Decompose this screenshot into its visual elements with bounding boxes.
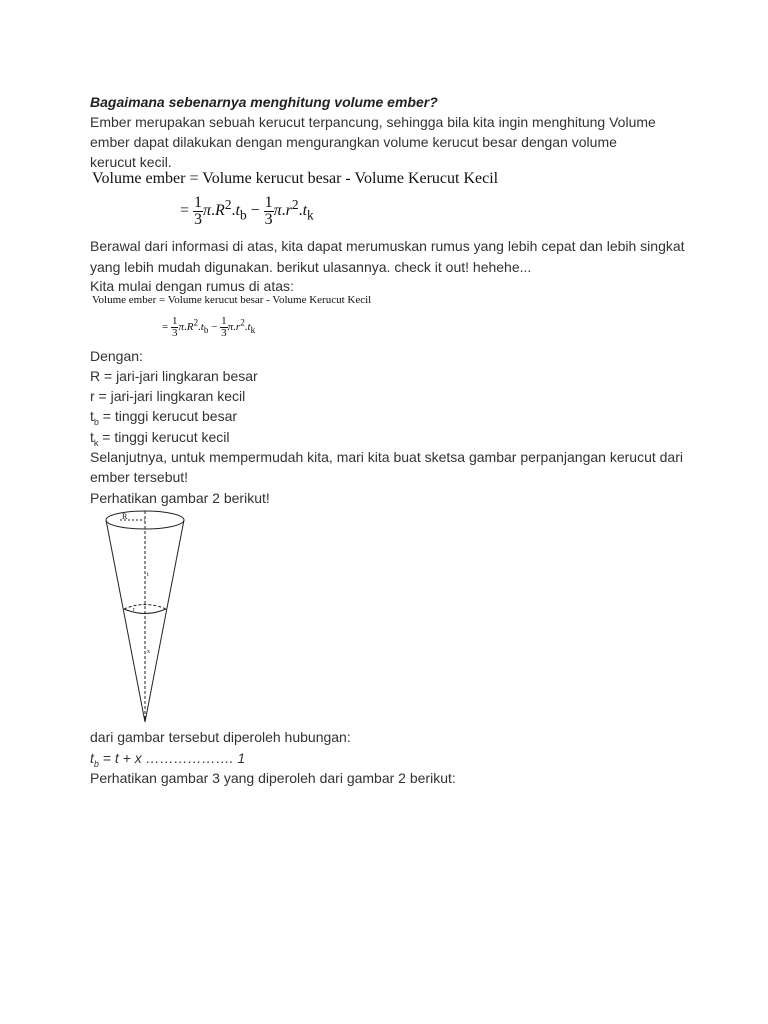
label-x: x — [147, 649, 150, 655]
subscript-b: b — [203, 325, 209, 336]
cone-left-edge — [106, 520, 145, 722]
subscript-b: b — [239, 207, 247, 223]
var-t: t — [200, 321, 204, 334]
dot: . — [183, 321, 187, 334]
after-figure-text: dari gambar tersebut diperoleh hubungan: — [90, 729, 351, 745]
subscript: k — [93, 437, 99, 448]
denominator: 3 — [221, 327, 227, 339]
para3-line-2: ember tersebut! — [90, 469, 189, 485]
def-tb — [90, 406, 690, 426]
intro-line-2: ember dapat dilakukan dengan mengurangkan volume kerucut besar dengan volume — [90, 134, 617, 150]
def-tk — [90, 427, 690, 447]
var-t: t — [247, 321, 251, 334]
label-R: R — [122, 512, 128, 521]
exponent: 2 — [193, 317, 199, 328]
label-t: t — [147, 572, 149, 578]
small-formula-line-2 — [162, 316, 255, 339]
subscript-k: k — [250, 325, 256, 336]
dot: . — [244, 321, 248, 334]
para2-line-2: yang lebih mudah digunakan. berikut ulasannya. check it out! hehehe... — [90, 259, 532, 275]
heading: Bagaimana sebenarnya menghitung volume ember? — [90, 94, 438, 110]
para2-line-3: Kita mulai dengan rumus di atas: — [90, 278, 294, 294]
minus-sign: − — [211, 321, 218, 334]
pi-symbol: π — [203, 202, 212, 220]
fraction-one-third — [193, 195, 203, 228]
dengan-label: Dengan: — [90, 348, 143, 364]
exponent: 2 — [291, 196, 299, 212]
pi-symbol: π — [273, 202, 282, 220]
denominator: 3 — [264, 211, 273, 228]
subscript-k: k — [307, 207, 314, 223]
intro-line-3: kerucut kecil. — [90, 154, 172, 170]
var-R: R — [186, 321, 194, 334]
symbol: t — [90, 429, 94, 445]
small-formula-line-1: Volume ember = Volume kerucut besar - Volume Kerucut Kecil — [92, 294, 372, 306]
dot: . — [281, 202, 286, 220]
def-text: = tinggi kerucut besar — [98, 408, 238, 424]
para3-line-1: Selanjutnya, untuk mempermudah kita, mari kita buat sketsa gambar perpanjangan kerucut dari — [90, 449, 683, 465]
formula-line-2 — [180, 195, 314, 228]
subscript: b — [93, 758, 99, 769]
minus-sign: − — [250, 202, 260, 220]
cone-right-edge — [145, 520, 184, 722]
numerator: 1 — [221, 315, 227, 327]
def-text: = tinggi kerucut kecil — [98, 429, 230, 445]
intro-line-1: Ember merupakan sebuah kerucut terpancung, sehingga bila kita ingin menghitung Volume — [90, 114, 656, 130]
last-line: Perhatikan gambar 3 yang diperoleh dari gambar 2 berikut: — [90, 770, 456, 786]
pi-symbol: π — [227, 321, 234, 334]
cone-figure — [100, 508, 195, 730]
var-r: r — [285, 202, 292, 220]
def-R: R = jari-jari lingkaran besar — [90, 368, 258, 384]
equals-sign: = — [162, 321, 169, 334]
var-t: t — [235, 202, 240, 220]
numerator: 1 — [264, 194, 273, 211]
numerator: 1 — [171, 315, 178, 327]
dot: . — [233, 321, 236, 334]
denominator: 3 — [171, 327, 178, 339]
symbol: t — [90, 408, 94, 424]
dot: . — [231, 202, 236, 220]
relation-rest: = t + x ………………. 1 — [98, 750, 246, 766]
dot: . — [298, 202, 303, 220]
var-r: r — [235, 321, 241, 334]
var-t: t — [302, 202, 308, 220]
dot: . — [198, 321, 201, 334]
symbol: t — [90, 750, 94, 766]
equals-sign: = — [180, 202, 190, 220]
numerator: 1 — [194, 194, 203, 211]
fraction-one-third — [220, 316, 228, 339]
para3-line-3: Perhatikan gambar 2 berikut! — [90, 490, 270, 506]
para2-line-1: Berawal dari informasi di atas, kita dapat merumuskan rumus yang lebih cepat dan lebih singkat — [90, 238, 685, 254]
def-r: r = jari-jari lingkaran kecil — [90, 388, 246, 404]
subscript: b — [93, 416, 99, 427]
pi-symbol: π — [178, 321, 184, 334]
denominator: 3 — [194, 211, 203, 228]
fraction-one-third — [264, 195, 274, 228]
formula-line-1: Volume ember = Volume kerucut besar - Volume Kerucut Kecil — [92, 170, 499, 187]
var-R: R — [215, 202, 225, 220]
dot: . — [211, 202, 216, 220]
label-r: r — [133, 607, 135, 613]
exponent: 2 — [240, 317, 245, 328]
exponent: 2 — [224, 196, 232, 212]
relation-equation — [90, 748, 690, 768]
